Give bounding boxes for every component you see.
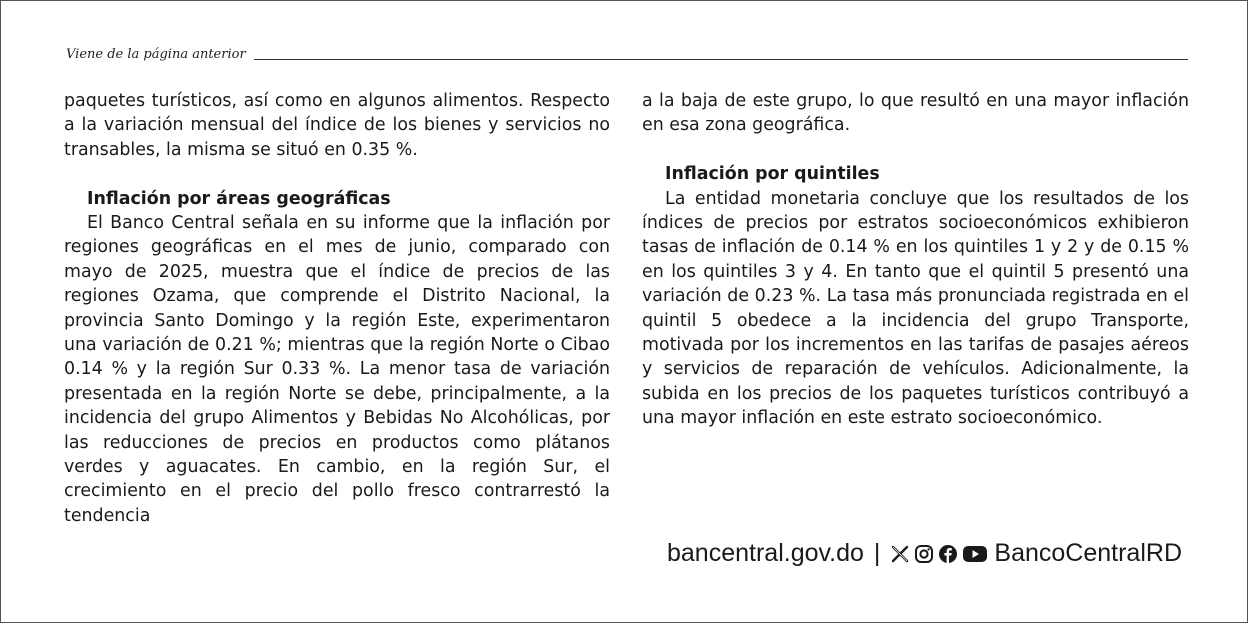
footer-contact	[667, 539, 1182, 568]
website-link[interactable]: bancentral.gov.do	[667, 539, 864, 567]
social-icons	[890, 544, 988, 564]
right-paragraph-2: La entidad monetaria concluye que los resultados de los índices de precios por estratos socioeconómicos exhibieron tasas de inflación de 0.14 % en los quintiles 1 y 2 y de 0.15 % en los quintiles 3 y 4. En tanto que el quintil 5 presentó una variación de 0.23 %. La tasa más pronunciada registrada en el quintil 5 obedece a la incidencia del grupo Transporte, motivada por los incrementos en las tarifas de pasajes aéreos y servicios de reparación de vehículos. Adicionalmente, la subida en los precios de los paquetes turísticos contribuyó a una mayor inflación en este estrato socioeconómico.	[642, 188, 1189, 429]
instagram-icon[interactable]	[914, 544, 934, 564]
left-column	[64, 89, 610, 528]
facebook-icon[interactable]	[938, 544, 958, 564]
quintiles-heading: Inflación por quintiles	[665, 164, 880, 185]
geographic-areas-heading: Inflación por áreas geográficas	[87, 188, 391, 209]
right-column	[642, 89, 1189, 431]
continued-header	[66, 47, 1188, 63]
continued-from-previous-page: Viene de la página anterior	[66, 47, 246, 62]
x-icon[interactable]	[890, 544, 910, 564]
right-paragraph-1: a la baja de este grupo, lo que resultó en una mayor inflación en esa zona geográfica.	[642, 91, 1189, 136]
left-paragraph-1: paquetes turísticos, así como en algunos alimentos. Respecto a la variación mensual del índice de los bienes y servicios no transables, la misma se situó en 0.35 %.	[64, 91, 610, 160]
social-handle[interactable]: BancoCentralRD	[994, 539, 1182, 567]
left-paragraph-2: El Banco Central señala en su informe que la inflación por regiones geográficas en el mes de junio, comparado con mayo de 2025, muestra que el índice de precios de las regiones Ozama, que comprende el Distrito Nacional, la provincia Santo Domingo y la región Este, experimentaron una variación de 0.21 %; mientras que la región Norte o Cibao 0.14 % y la región Sur 0.33 %. La menor tasa de variación presentada en la región Norte se debe, principalmente, a la incidencia del grupo Alimentos y Bebidas No Alcohólicas, por las reducciones de precios en productos como plátanos verdes y aguacates. En cambio, en la región Sur, el crecimiento en el precio del pollo fresco contrarrestó la tendencia	[64, 213, 610, 526]
footer-separator: |	[873, 539, 881, 567]
youtube-icon[interactable]	[962, 544, 988, 564]
header-divider	[254, 59, 1188, 60]
